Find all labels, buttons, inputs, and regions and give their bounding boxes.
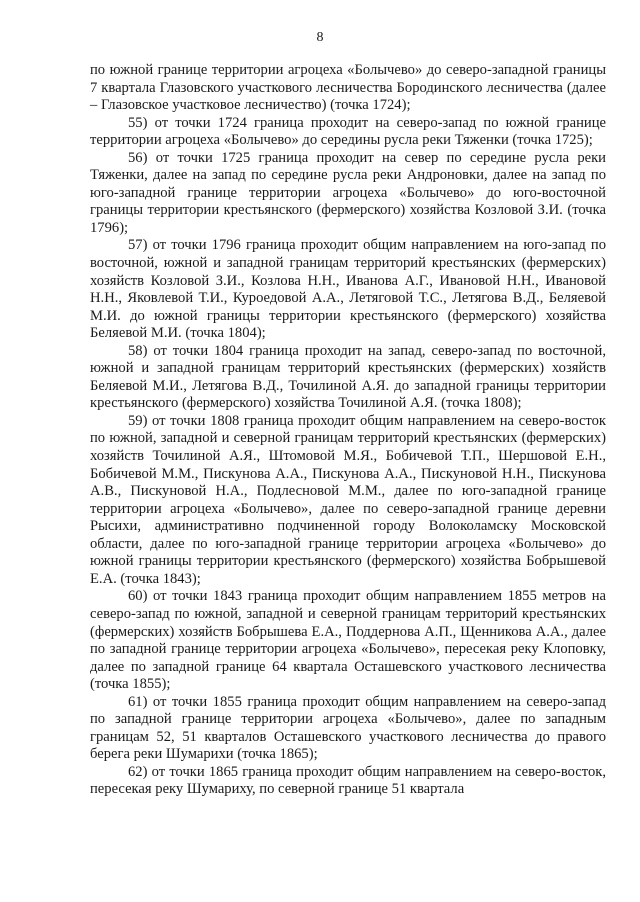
paragraph-56: 56) от точки 1725 граница проходит на север по середине русла реки Тяженки, далее на запад по середине русла реки Андроновки, далее на запад по юго-западной границе территории агроцеха «Болычево» до юго-восточной границы территории крестьянского (фермерского) хозяйства Козловой З.И. (точка 1796); xyxy=(90,149,606,236)
paragraph-57: 57) от точки 1796 граница проходит общим направлением на юго-запад по восточной, южной и западной границам территорий крестьянских (фермерских) хозяйств Козловой З.И., Козлова Н.Н., Иванова А.Г., Ивановой Н.Н., Ивановой Н.Н., Яковлевой Т.И., Куроедовой А.А., Летяговой Т.С., Летягова В.Д., Беляевой М.И. до южной границы территории крестьянского (фермерского) хозяйства Беляевой М.И. (точка 1804); xyxy=(90,237,606,342)
paragraph-continuation: по южной границе территории агроцеха «Болычево» до северо-западной границы 7 квартала Глазовского участкового лесничества Бородинского лесничества (далее – Глазовское участковое лесничество) (точка 1724); xyxy=(90,62,606,114)
paragraph-60: 60) от точки 1843 граница проходит общим направлением 1855 метров на северо-запад по южной, западной и северной границам территорий крестьянских (фермерских) хозяйств Бобрышева Е.А., Поддернова А.П., Щенникова А.А., далее по западной границе территории агроцеха «Болычево», пересекая реку Клоповку, далее по западной границе 64 квартала Осташевского участкового лесничества (точка 1855); xyxy=(90,588,606,693)
paragraph-55: 55) от точки 1724 граница проходит на северо-запад по южной границе территории агроцеха «Болычево» до середины русла реки Тяженки (точка 1725); xyxy=(90,114,606,149)
paragraph-62: 62) от точки 1865 граница проходит общим направлением на северо-восток, пересекая реку Шумариху, по северной границе 51 квартала xyxy=(90,763,606,798)
paragraph-59: 59) от точки 1808 граница проходит общим направлением на северо-восток по южной, западной и северной границам территорий крестьянских (фермерских) хозяйств Точилиной А.Я., Штомовой М.Я., Бобичевой Т.П., Шершовой Е.Н., Бобичевой М.М., Пискунова А.А., Пискунова А.А., Пискуновой Н.Н., Пискунова А.В., Пискуновой Н.А., Подлесновой М.М., далее по юго-западной границе территории агроцеха «Болычево», далее по северо-западной границе деревни Рысихи, административно подчиненной городу Волоколамску Московской области, далее по юго-западной границе территории агроцеха «Болычево» до южной границы территории крестьянского (фермерского) хозяйства Бобрышевой Е.А. (точка 1843); xyxy=(90,412,606,587)
document-body xyxy=(90,62,606,799)
paragraph-58: 58) от точки 1804 граница проходит на запад, северо-запад по восточной, южной и западной границам территорий крестьянских (фермерских) хозяйств Беляевой М.И., Летягова В.Д., Точилиной А.Я. до западной границы территории крестьянского (фермерского) хозяйства Точилиной А.Я. (точка 1808); xyxy=(90,342,606,412)
paragraph-61: 61) от точки 1855 граница проходит общим направлением на северо-запад по западной границе территории агроцеха «Болычево», далее по западным границам 52, 51 кварталов Осташевского участкового лесничества до правого берега реки Шумарихи (точка 1865); xyxy=(90,693,606,763)
page-number: 8 xyxy=(316,30,324,45)
